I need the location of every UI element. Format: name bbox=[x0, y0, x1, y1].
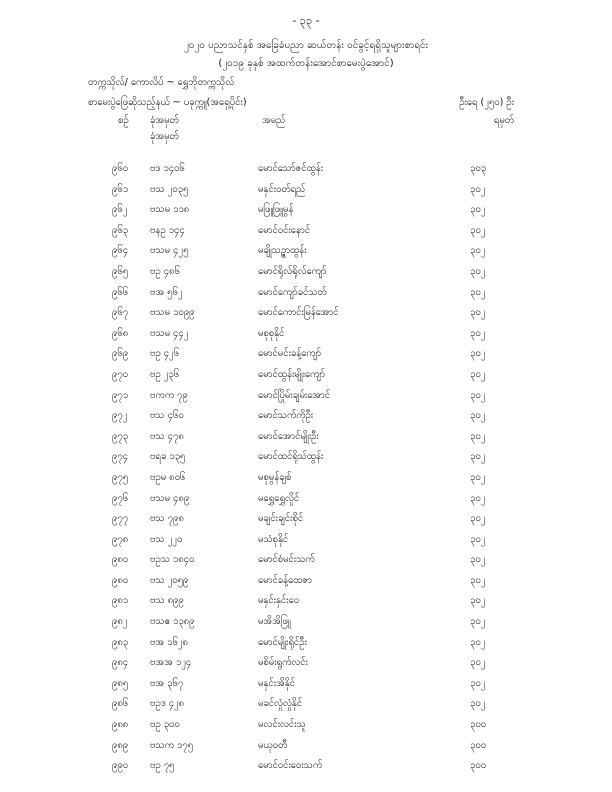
table-row bbox=[0, 407, 612, 428]
table-row bbox=[0, 201, 612, 222]
table-row bbox=[0, 572, 612, 593]
table-row bbox=[0, 181, 612, 202]
row-name: မသံစုနိုင် bbox=[258, 533, 289, 545]
table-row bbox=[0, 757, 612, 778]
row-roll: ဗနဥ ၁၄၄ bbox=[150, 224, 185, 236]
row-number: ၉၉၀ bbox=[112, 760, 129, 772]
row-roll: ဗသမ ၄၈၉ bbox=[150, 492, 190, 504]
row-mark: ၃၀၀ bbox=[470, 760, 487, 772]
row-mark: ၃၀၂ bbox=[470, 471, 486, 483]
row-name: မောင်ထင်ရိုသ်ထွန်း bbox=[258, 451, 324, 463]
row-number: ၉၇၃ bbox=[112, 430, 129, 442]
row-number: ၉၈၅ bbox=[112, 677, 129, 689]
table-row bbox=[0, 531, 612, 552]
row-name: မဖြူဖြူမွန် bbox=[258, 204, 294, 216]
row-mark: ၃၀၂ bbox=[470, 698, 486, 710]
row-roll: ဗဥ ၇၅ bbox=[150, 760, 175, 772]
row-number: ၉၇၂ bbox=[112, 410, 128, 422]
row-number: ၉၇၀ bbox=[112, 368, 129, 380]
row-number: ၉၇၆ bbox=[112, 492, 129, 504]
row-mark: ၃၀၂ bbox=[470, 286, 486, 298]
row-roll: ဗကက ၇၉ bbox=[150, 389, 188, 401]
row-roll: ဗသ ၄၆၀ bbox=[150, 410, 184, 422]
row-mark: ၃၀၂ bbox=[470, 389, 486, 401]
row-roll: ဗသက ၁၇၅ bbox=[150, 739, 193, 751]
row-name: မခင်လှုံလှုံနိုင် bbox=[258, 698, 303, 710]
row-roll: ဗသမ ၁၀၉၉ bbox=[150, 307, 195, 319]
row-name: မောင်မျိုးရိုင်ဦး bbox=[258, 636, 307, 648]
row-name: မောင်သော်ဇင်ထွန်း bbox=[258, 163, 324, 174]
row-name: မောင်ခန့်ထေဇာ bbox=[258, 574, 312, 586]
table-row bbox=[0, 387, 612, 408]
row-mark: ၃၀၂ bbox=[470, 368, 486, 380]
table-row bbox=[0, 222, 612, 243]
row-number: ၉၆၉ bbox=[112, 348, 129, 360]
table-row bbox=[0, 737, 612, 758]
row-roll: ဗသမ ၁၁၈ bbox=[150, 204, 190, 216]
row-name: မလင်းလင်းသူ bbox=[258, 719, 306, 731]
table-row bbox=[0, 490, 612, 511]
row-mark: ၃၀၀ bbox=[470, 739, 487, 751]
row-mark: ၃၀၂ bbox=[470, 265, 486, 277]
row-name: မောင်စံမင်းသက် bbox=[258, 554, 315, 566]
student-list bbox=[0, 160, 612, 778]
row-number: ၉၆၀ bbox=[112, 163, 129, 174]
row-name: မောင်ပြိုမ်းချမ်းအောင် bbox=[258, 389, 330, 401]
row-mark: ၃၀၂ bbox=[470, 183, 486, 195]
row-name: မောင်ကောင်းမြန်အောင် bbox=[258, 307, 339, 319]
row-number: ၉၈၉ bbox=[112, 739, 129, 751]
header-roll-sub: ခုံအမှတ် bbox=[150, 131, 179, 142]
row-roll: ဗသ ၈၉၉ bbox=[150, 595, 184, 607]
row-name: မောင်ထွန်းမျိုးကျော် bbox=[258, 368, 325, 380]
row-roll: ဗသ ၂၀၅၉ bbox=[150, 574, 189, 586]
row-name: မောင်သက်ကိုဦး bbox=[258, 410, 314, 422]
row-mark: ၃၀၂ bbox=[470, 451, 486, 463]
row-mark: ၃၀၂ bbox=[470, 554, 486, 566]
row-mark: ၃၀၂ bbox=[470, 636, 486, 648]
row-mark: ၃၀၂ bbox=[470, 533, 486, 545]
row-number: ၉၈၃ bbox=[112, 636, 129, 648]
row-roll: ဗသ ၇၉၈ bbox=[150, 513, 184, 525]
row-roll: ဗသ ၂၀၃၅ bbox=[150, 183, 189, 195]
table-row bbox=[0, 613, 612, 634]
row-mark: ၃၀၂ bbox=[470, 574, 486, 586]
table-row bbox=[0, 592, 612, 613]
row-roll: ဗအ ၅၆၂ bbox=[150, 286, 183, 298]
row-name: မချိုသဉ္ဇာထွန်း bbox=[258, 245, 307, 257]
row-mark: ၃၀၂ bbox=[470, 327, 486, 339]
table-row bbox=[0, 448, 612, 469]
row-mark: ၃၀၂ bbox=[470, 204, 486, 216]
row-roll: ဗဥ ၂၃၆ bbox=[150, 368, 180, 380]
row-roll: ဗဒ ၁၄၀၆ bbox=[150, 163, 185, 174]
row-number: ၉၈၆ bbox=[112, 698, 129, 710]
row-roll: ဗဥဒ ၄၂၈ bbox=[150, 698, 185, 710]
row-number: ၉၆၁ bbox=[112, 183, 129, 195]
table-row bbox=[0, 366, 612, 387]
row-number: ၉၆၇ bbox=[112, 307, 129, 319]
table-row bbox=[0, 345, 612, 366]
row-roll: ဗသဧ ၁၃၈၉ bbox=[150, 616, 195, 628]
row-name: မအိအိဖြူ bbox=[258, 616, 291, 628]
row-mark: ၃၀၂ bbox=[470, 492, 486, 504]
row-number: ၉၆၆ bbox=[112, 286, 129, 298]
table-row bbox=[0, 510, 612, 531]
row-roll: ဗသမ ၄၄၂ bbox=[150, 327, 189, 339]
row-number: ၉၇၅ bbox=[112, 471, 129, 483]
row-roll: ဗဥ ၃၀၀ bbox=[150, 719, 180, 731]
row-roll: ဗအအ ၁၂၄ bbox=[150, 657, 192, 669]
total-count-label: ဦးရေ (၂၅၀) ဦး bbox=[459, 97, 514, 108]
page-number: - ၃၃ - bbox=[292, 14, 320, 27]
header-number: စဉ် bbox=[118, 115, 129, 126]
row-roll: ဗဥ ၄၈၆ bbox=[150, 265, 180, 277]
row-roll: ဗအ ၁၆၂၈ bbox=[150, 636, 188, 648]
header-name: အမည် bbox=[262, 115, 286, 126]
row-mark: ၃၀၂ bbox=[470, 410, 486, 422]
row-name: မောင်ရိုလ်ရိုလ်ကျော် bbox=[258, 265, 327, 277]
row-roll: ဗသမ ၄၂၅ bbox=[150, 245, 189, 257]
row-number: ၉၈၈ bbox=[112, 719, 129, 731]
table-row bbox=[0, 428, 612, 449]
table-row bbox=[0, 716, 612, 737]
row-mark: ၃၀၂ bbox=[470, 616, 486, 628]
table-row bbox=[0, 263, 612, 284]
row-name: မစိမ်းရွက်လင်း bbox=[258, 657, 308, 669]
row-number: ၉၆၃ bbox=[112, 224, 129, 236]
row-number: ၉၇၄ bbox=[112, 451, 129, 463]
table-row bbox=[0, 304, 612, 325]
row-name: မောင်ဝင်းဝေးသက် bbox=[258, 760, 323, 772]
row-name: မောင်မင်းခန့်ကျော် bbox=[258, 348, 321, 360]
row-mark: ၃၀၂ bbox=[470, 224, 486, 236]
row-mark: ၃၀၀ bbox=[470, 719, 487, 731]
row-mark: ၃၀၂ bbox=[470, 430, 486, 442]
row-mark: ၃၀၃ bbox=[470, 163, 487, 174]
row-name: မနှင်းအိနိုင် bbox=[258, 677, 295, 689]
row-mark: ၃၀၂ bbox=[470, 657, 486, 669]
university-line: တက္ကသိုလ်/ ကောလိပ် ~ ရွှေဘိုတက္ကသိုလ် bbox=[88, 77, 235, 88]
row-name: မနှင်းနှင်းဝေ bbox=[258, 595, 300, 607]
row-number: ၉၇၇ bbox=[112, 513, 129, 525]
row-number: ၉၆၈ bbox=[112, 327, 129, 339]
row-name: မောင်ကျော်ခင်သတ် bbox=[258, 286, 327, 298]
row-name: မောင်အောင်မျိုးဦး bbox=[258, 430, 319, 442]
row-mark: ၃၀၂ bbox=[470, 307, 486, 319]
row-number: ၉၈၀ bbox=[112, 554, 129, 566]
row-number: ၉၈၂ bbox=[112, 616, 128, 628]
row-name: မရွှေရွှေလှိုင် bbox=[258, 492, 300, 504]
table-row bbox=[0, 242, 612, 263]
table-row bbox=[0, 675, 612, 696]
table-row bbox=[0, 160, 612, 181]
row-number: ၉၈၁ bbox=[112, 595, 129, 607]
row-number: ၉၆၅ bbox=[112, 265, 129, 277]
row-number: ၉၆၂ bbox=[112, 204, 128, 216]
header-marks: ရမှတ် bbox=[493, 115, 514, 126]
row-roll: ဗဥသ ၁၈၄၀ bbox=[150, 554, 195, 566]
document-subtitle: (၂၀၁၉ ခုနှစ် အထက်တန်းအောင်စာမေးပွဲအောင်) bbox=[218, 58, 394, 69]
row-roll: ဗသ ၄၇၈ bbox=[150, 430, 184, 442]
row-number: ၉၇၁ bbox=[112, 389, 129, 401]
row-mark: ၃၀၂ bbox=[470, 348, 486, 360]
table-row bbox=[0, 325, 612, 346]
row-mark: ၃၀၂ bbox=[470, 513, 486, 525]
table-row bbox=[0, 654, 612, 675]
row-mark: ၃၀၂ bbox=[470, 677, 486, 689]
row-mark: ၃၀၂ bbox=[470, 245, 486, 257]
row-number: ၉၇၈ bbox=[112, 533, 129, 545]
table-row bbox=[0, 551, 612, 572]
row-name: မစုစုနိုင် bbox=[258, 327, 285, 339]
row-roll: ဗအ ၃၆၇ bbox=[150, 677, 184, 689]
row-name: မစုမွန်ချစ် bbox=[258, 471, 292, 483]
row-roll: ဗဥမ ၈၀၆ bbox=[150, 471, 186, 483]
table-row bbox=[0, 634, 612, 655]
row-mark: ၃၀၂ bbox=[470, 595, 486, 607]
table-header bbox=[0, 96, 612, 146]
row-roll: ဗရခ ၁၃၅ bbox=[150, 451, 186, 463]
exam-center-line: စာမေးပွဲဖြေဆိုသည့်နယ် ~ ပခုက္ကူ(အရှေ့ပိုင်း) bbox=[88, 97, 247, 108]
row-number: ၉၆၄ bbox=[112, 245, 129, 257]
table-row bbox=[0, 284, 612, 305]
row-name: မောင်ဝင်းနောင် bbox=[258, 224, 311, 236]
table-row bbox=[0, 695, 612, 716]
document-title: ၂၀၂၀ ပညာသင်နှစ် အခြေခံပညာ ဆယ်တန်း ဝင်ခွင့်ရရှိသူများစာရင်း bbox=[183, 40, 429, 51]
row-number: ၉၈၀ bbox=[112, 574, 129, 586]
row-roll: ဗဥ ၄၂၆ bbox=[150, 348, 180, 360]
row-name: မယုဝတီ bbox=[258, 739, 288, 751]
row-roll: ဗသ ၂၂၀ bbox=[150, 533, 183, 545]
header-roll: ခုံအမှတ် bbox=[150, 115, 179, 126]
row-name: မချင်းချင်းစိုင် bbox=[258, 513, 304, 525]
table-row bbox=[0, 469, 612, 490]
row-number: ၉၈၄ bbox=[112, 657, 129, 669]
row-name: မနှင်းဝတ်ရည် bbox=[258, 183, 306, 195]
